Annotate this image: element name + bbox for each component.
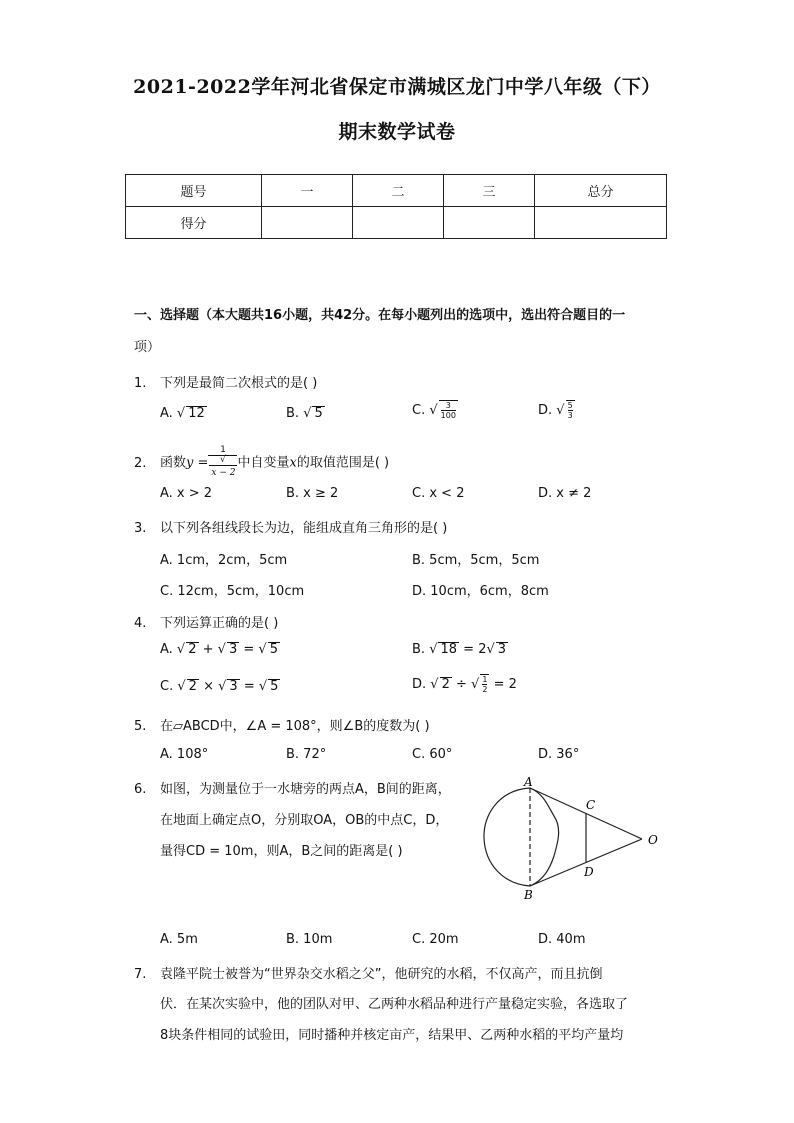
q3-option-b[interactable]: B. 5cm，5cm，5cm bbox=[412, 553, 540, 568]
question-number: 7. bbox=[134, 967, 147, 982]
question-number: 3. bbox=[134, 521, 147, 536]
score-table-score-row bbox=[126, 207, 667, 239]
question-text: 下列运算正确的是( ) bbox=[160, 616, 279, 631]
score-header-cell: 二 bbox=[353, 175, 444, 207]
question-7-line1: 袁隆平院士被誉为“世界杂交水稻之父”，他研究的水稻，不仅高产，而且抗倒 bbox=[160, 967, 603, 982]
q1-option-b[interactable]: B. √ 5 bbox=[286, 406, 323, 421]
question-7-line2: 伏．在某次实验中，他的团队对甲、乙两种水稻品种进行产量稳定实验，各选取了 bbox=[160, 997, 629, 1012]
label-d: D bbox=[584, 865, 594, 879]
q5-option-b[interactable]: B. 72° bbox=[286, 747, 327, 762]
q1-option-c[interactable]: C. √ $\frac{3}{100}$ bbox=[412, 401, 456, 420]
q4-option-c[interactable]: C. √ 2 × √ 3 = √ 5 bbox=[160, 679, 279, 694]
score-table-header-row bbox=[126, 175, 667, 207]
q6-option-d[interactable]: D. 40m bbox=[538, 932, 586, 947]
question-number: 4. bbox=[134, 616, 147, 631]
q3-option-d[interactable]: D. 10cm，6cm，8cm bbox=[412, 584, 549, 599]
question-number: 5. bbox=[134, 719, 147, 734]
question-text-line1: 如图，为测量位于一水塘旁的两点A，B间的距离， bbox=[160, 782, 451, 797]
section1-line1: 一、选择题（本大题共16小题，共42分。在每小题列出的选项中，选出符合题目的一 bbox=[134, 308, 626, 323]
q2-option-d[interactable]: D. x ≠ 2 bbox=[538, 486, 592, 501]
score-header-cell: 一 bbox=[262, 175, 353, 207]
q4-option-b[interactable]: B. √ 18 = 2√ 3 bbox=[412, 642, 507, 657]
question-6-line2: 在地面上确定点O，分别取OA，OB的中点C，D， bbox=[160, 813, 449, 828]
q3-option-c[interactable]: C. 12cm，5cm，10cm bbox=[160, 584, 305, 599]
section1-line2: 项） bbox=[134, 340, 161, 355]
q2-option-a[interactable]: A. x > 2 bbox=[160, 486, 213, 501]
question-text: 下列是最简二次根式的是( ) bbox=[160, 376, 318, 391]
q4-option-d[interactable]: D. √ 2 ÷ √ $\frac{1}{2}$ = 2 bbox=[412, 675, 517, 694]
question-text: 以下列各组线段长为边，能组成直角三角形的是( ) bbox=[160, 521, 448, 536]
question-7 bbox=[134, 963, 602, 982]
score-table bbox=[125, 174, 667, 239]
score-row-label: 得分 bbox=[126, 207, 262, 239]
q1-option-a[interactable]: A. √ 12 bbox=[160, 406, 205, 421]
pond-outline bbox=[484, 788, 559, 886]
question-number: 1. bbox=[134, 376, 147, 391]
score-cell bbox=[262, 207, 353, 239]
question-2: 2. 函数y = 1 √ x − 2 中自变量x的取值范围是( ) bbox=[134, 445, 390, 478]
score-cell bbox=[353, 207, 444, 239]
exam-title-line1: 2021-2022学年河北省保定市满城区龙门中学八年级（下） bbox=[133, 76, 661, 98]
label-o: O bbox=[648, 833, 658, 847]
q5-option-a[interactable]: A. 108° bbox=[160, 747, 209, 762]
question-4 bbox=[134, 612, 278, 631]
label-b: B bbox=[524, 888, 533, 902]
question-7-line3: 8块条件相同的试验田，同时播种并核定亩产，结果甲、乙两种水稻的平均产量均 bbox=[160, 1028, 624, 1043]
score-cell bbox=[535, 207, 667, 239]
q5-option-c[interactable]: C. 60° bbox=[412, 747, 453, 762]
score-header-cell: 题号 bbox=[126, 175, 262, 207]
question-number: 2. bbox=[134, 455, 147, 471]
exam-title-line2: 期末数学试卷 bbox=[338, 121, 456, 143]
q6-option-c[interactable]: C. 20m bbox=[412, 932, 459, 947]
question-3 bbox=[134, 517, 447, 536]
question-1 bbox=[134, 372, 317, 391]
question-6 bbox=[134, 778, 451, 797]
section1-heading bbox=[134, 300, 664, 364]
q1-option-d[interactable]: D. √ $\frac{5}{3}$ bbox=[538, 401, 573, 420]
q2-option-c[interactable]: C. x < 2 bbox=[412, 486, 465, 501]
question-6-line3: 量得CD = 10m，则A，B之间的距离是( ) bbox=[160, 844, 403, 859]
q6-option-b[interactable]: B. 10m bbox=[286, 932, 333, 947]
q6-option-a[interactable]: A. 5m bbox=[160, 932, 198, 947]
q5-option-d[interactable]: D. 36° bbox=[538, 747, 580, 762]
score-cell bbox=[444, 207, 535, 239]
score-header-cell: 总分 bbox=[535, 175, 667, 207]
question-5 bbox=[134, 715, 430, 734]
question-text: 在▱ABCD中，∠A = 108°，则∠B的度数为( ) bbox=[160, 719, 430, 734]
question-number: 6. bbox=[134, 782, 147, 797]
score-header-cell: 三 bbox=[444, 175, 535, 207]
label-a: A bbox=[524, 776, 533, 789]
q3-option-a[interactable]: A. 1cm，2cm，5cm bbox=[160, 553, 288, 568]
pond-geometry-figure bbox=[478, 776, 668, 902]
label-c: C bbox=[586, 798, 596, 812]
q4-option-a[interactable]: A. √ 2 + √ 3 = √ 5 bbox=[160, 642, 278, 657]
q2-option-b[interactable]: B. x ≥ 2 bbox=[286, 486, 339, 501]
